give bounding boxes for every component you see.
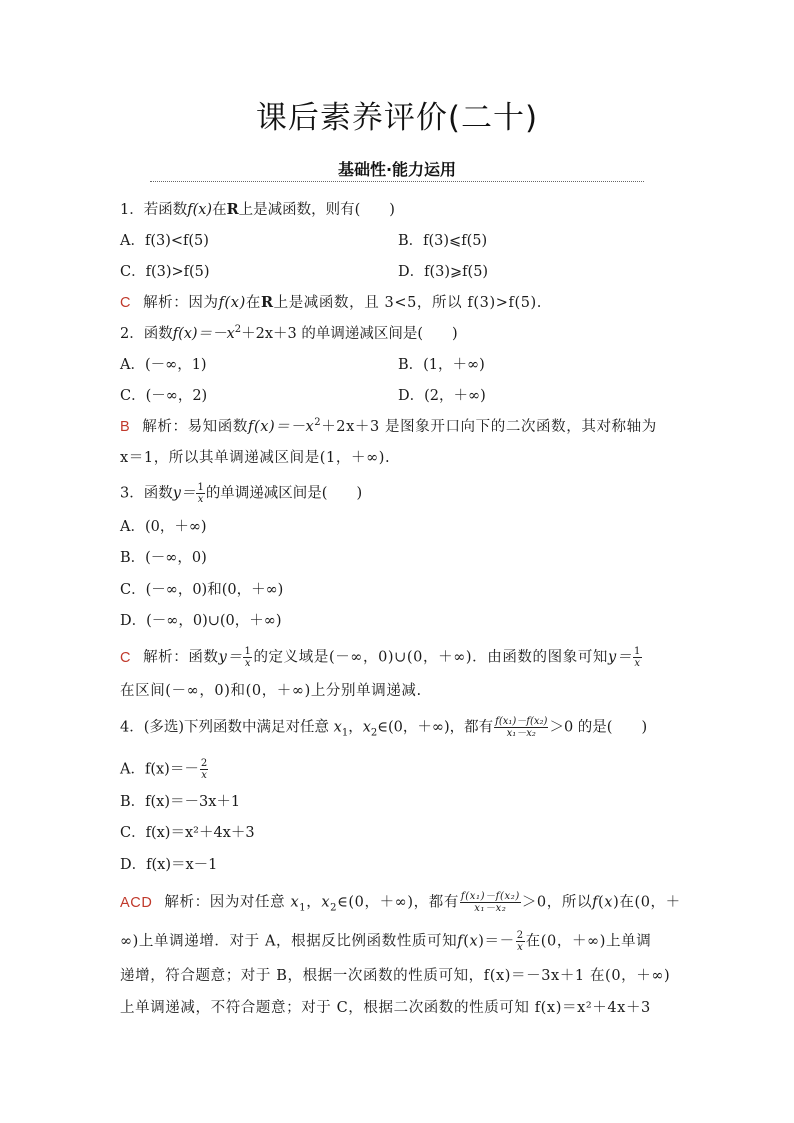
- q3-answer: C: [120, 649, 132, 666]
- q3-solution-line2: 在区间(－∞，0)和(0，＋∞)上分别单调递减.: [120, 683, 422, 699]
- fraction: $\frac{1}{x}$: [197, 482, 204, 505]
- fraction: $\frac{\text{f(x₁)－f(x₂)}}{\text{x₁－x₂}}$: [495, 716, 548, 739]
- q4-stem: 4．(多选)下列函数中满足对任意 $x_1$，$x_2\in(0$，＋∞)，都有 $\frac{\text{f(x₁)－f(x₂)}}{\text{x₁－x₂}}$ ＞0 的是( ): [120, 716, 648, 739]
- q1-stem: 1．若函数f(x)在R上是减函数，则有( ): [120, 201, 395, 218]
- q1-option-b: B．f(3)⩽f(5): [398, 233, 488, 249]
- q4-solution-line3: 递增，符合题意；对于 B，根据一次函数的性质可知，f(x)＝－3x＋1 在(0，＋∞): [120, 968, 671, 984]
- q4-option-c: C．f(x)＝x²＋4x＋3: [120, 825, 255, 841]
- q3-solution-line1: C 解析：函数y＝ $\frac{1}{x}$ 的定义域是(－∞，0)∪(0，＋∞)．由函数的图象可知y＝ $\frac{1}{x}$: [120, 646, 641, 669]
- q4-solution-line1: ACD 解析：因为对任意 $x_1$，$x_2\in(0$，＋∞)，都有 $\frac{\text{f(x₁)－f(x₂)}}{\text{x₁－x₂}}$ ＞0，所以f(x)在(0，＋: [120, 891, 681, 914]
- q2-solution-line1: B 解析：易知函数$f(x)=-x^2+2x+3$ 是图象开口向下的二次函数，其对称轴为: [120, 417, 657, 435]
- q2-option-d: D．(2，＋∞): [398, 388, 486, 404]
- section-title: 基础性·能力运用: [337, 160, 457, 179]
- q1-option-c: C．f(3)>f(5): [120, 264, 210, 280]
- q4-option-b: B．f(x)＝－3x＋1: [120, 794, 241, 810]
- q4-answer: ACD: [120, 894, 153, 911]
- q2-answer: B: [120, 419, 131, 435]
- q2-stem: 2．函数$f(x)=-x^2+2x+3$ 的单调递减区间是( ): [120, 324, 458, 342]
- q2-solution-line2: x＝1，所以其单调递减区间是(1，＋∞).: [120, 450, 391, 466]
- q1-solution: C 解析：因为f(x)在R上是减函数，且 3<5，所以 f(3)>f(5).: [120, 294, 542, 311]
- q2-option-c: C．(－∞，2): [120, 388, 208, 404]
- q2-option-a: A．(－∞，1): [120, 357, 207, 373]
- q3-option-a: A．(0，＋∞): [120, 519, 207, 535]
- q2-option-b: B．(1，＋∞): [398, 357, 485, 373]
- q1-option-d: D．f(3)⩾f(5): [398, 264, 489, 280]
- q3-option-c: C．(－∞，0)和(0，＋∞): [120, 582, 284, 598]
- q1-option-a: A．f(3)<f(5): [120, 233, 209, 249]
- q4-solution-line2: ∞)上单调递增．对于 A，根据反比例函数性质可知f(x)＝－ $\frac{2}{x}$ 在(0，＋∞)上单调: [120, 930, 652, 953]
- q3-option-d: D．(－∞，0)∪(0，＋∞): [120, 613, 282, 629]
- page-title: 课后素养评价(二十): [255, 100, 539, 136]
- q3-stem: 3．函数y＝ $\frac{1}{x}$ 的单调递减区间是( ): [120, 482, 363, 505]
- section-divider: [150, 181, 644, 182]
- q4-solution-line4: 上单调递减，不符合题意；对于 C，根据二次函数的性质可知 f(x)＝x²＋4x＋3: [120, 1000, 651, 1016]
- q1-answer: C: [120, 295, 132, 311]
- q3-option-b: B．(－∞，0): [120, 550, 207, 566]
- q4-option-d: D．f(x)＝x－1: [120, 857, 218, 873]
- q4-option-a: A．f(x)＝－ $\frac{2}{x}$: [120, 758, 208, 781]
